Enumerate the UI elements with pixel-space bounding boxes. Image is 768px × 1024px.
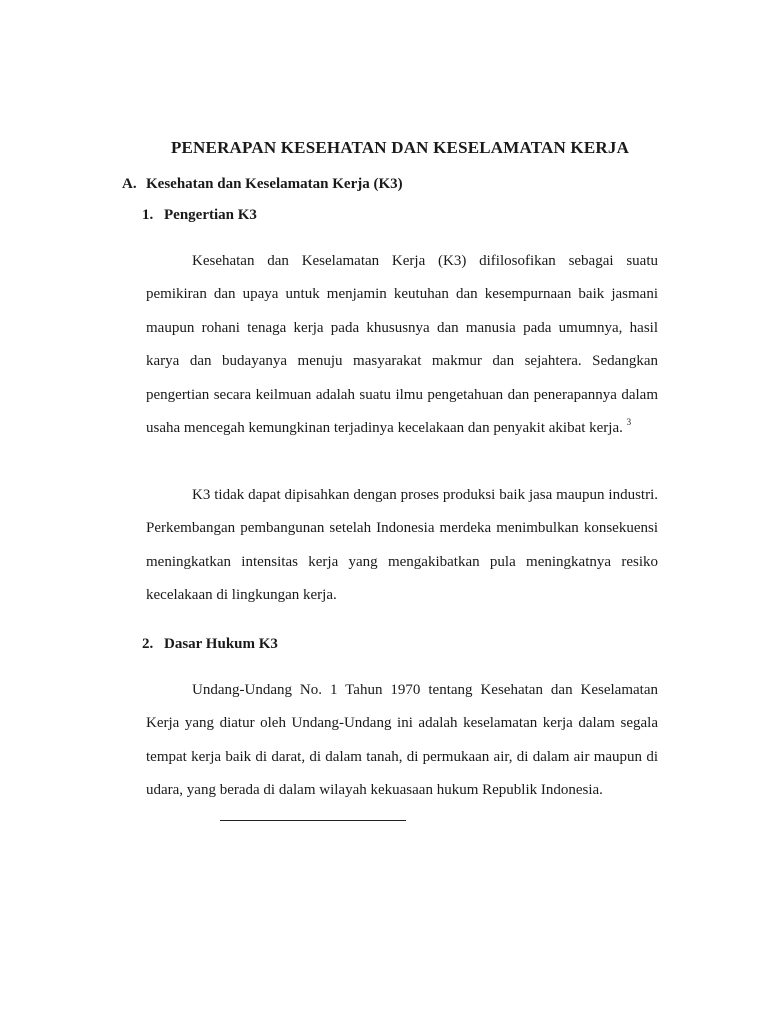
section-a-heading — [122, 176, 403, 193]
paragraph-pengertian-2-text: K3 tidak dapat dipisahkan dengan proses produksi baik jasa maupun industri. Perkembangan pembangunan setelah Indonesia merdeka menimbulkan konsekuensi meningkatkan intensitas kerja yang mengakibatkan pula meningkatnya resiko kecelakaan di lingkungan kerja. — [146, 487, 658, 604]
footnote-separator — [220, 820, 406, 821]
paragraph-pengertian-2 — [146, 479, 658, 613]
subsection-1-marker: 1. — [142, 207, 154, 223]
paragraph-pengertian-1-text: Kesehatan dan Keselamatan Kerja (K3) difilosofikan sebagai suatu pemikiran dan upaya untuk menjamin keutuhan dan kesempurnaan baik jasmani maupun rohani tenaga kerja pada khususnya dan manusia pada umumnya, hasil karya dan budayanya menuju masyarakat makmur dan sejahtera. Sedangkan pengertian secara keilmuan adalah suatu ilmu pengetahuan dan penerapannya dalam usaha mencegah kemungkinan terjadinya kecelakaan dan penyakit akibat kerja. — [146, 253, 658, 437]
paragraph-dasar-hukum-text: Undang-Undang No. 1 Tahun 1970 tentang Kesehatan dan Keselamatan Kerja yang diatur oleh Undang-Undang ini adalah keselamatan kerja dalam segala tempat kerja baik di darat, di dalam tanah, di permukaan air, di dalam air maupun di udara, yang berada di dalam wilayah kekuasaan hukum Republik Indonesia. — [146, 682, 658, 799]
section-a-marker: A. — [122, 176, 137, 192]
subsection-2-heading — [142, 636, 278, 653]
subsection-1-heading-text: Pengertian K3 — [164, 207, 257, 223]
footnote-reference[interactable]: 3 — [626, 417, 632, 428]
paragraph-pengertian-1 — [146, 245, 658, 445]
section-a-heading-text: Kesehatan dan Keselamatan Kerja (K3) — [146, 176, 403, 192]
subsection-2-heading-text: Dasar Hukum K3 — [164, 636, 278, 652]
paragraph-dasar-hukum — [146, 674, 658, 808]
subsection-2-marker: 2. — [142, 636, 154, 652]
document-title: PENERAPAN KESEHATAN DAN KESELAMATAN KERJA — [170, 138, 630, 157]
subsection-1-heading — [142, 207, 257, 224]
